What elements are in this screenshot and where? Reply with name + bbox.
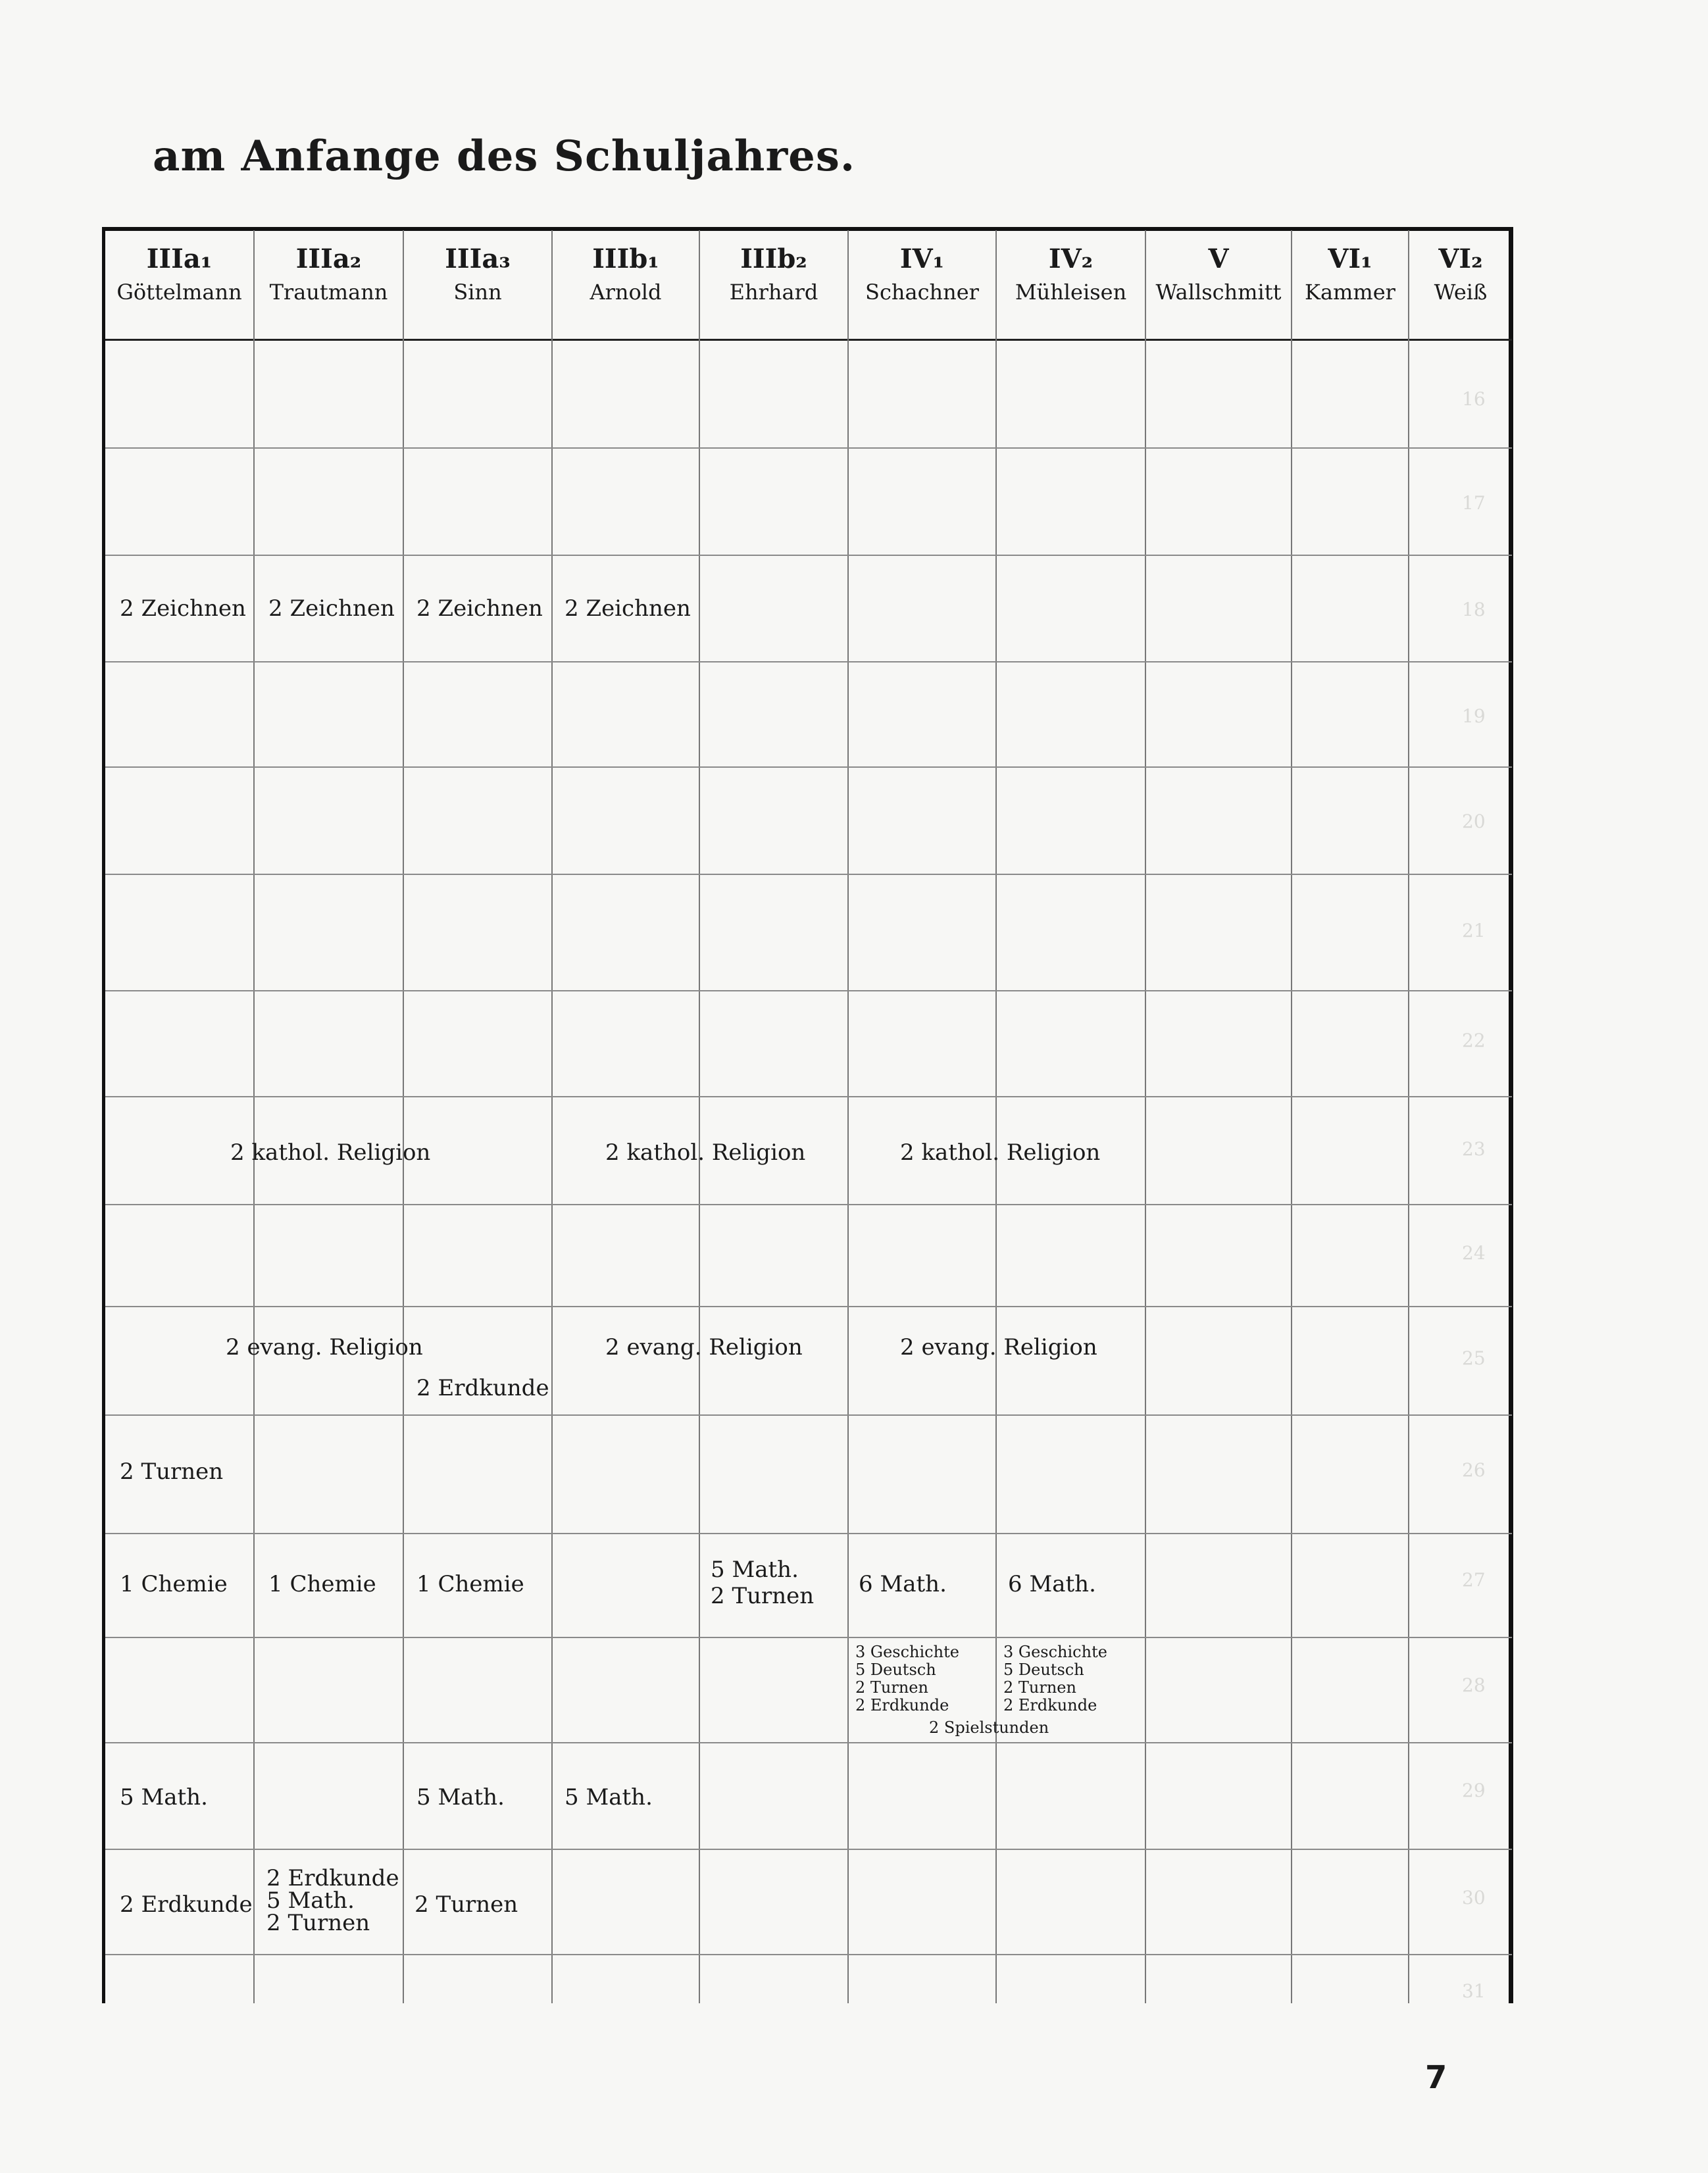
row-number: 18 (1462, 599, 1486, 620)
column-header-IIIa2 (255, 242, 403, 308)
class-name: IV₂ (1048, 243, 1093, 274)
teacher-name: Mühleisen (1015, 280, 1127, 305)
column-header-IIIb2 (700, 242, 847, 308)
table-cell: 2 Zeichnen (416, 595, 543, 622)
column-divider (1291, 230, 1292, 2003)
column-header-IV2 (997, 242, 1145, 308)
table-cell: 2 evang. Religion (226, 1334, 423, 1361)
table-cell: 2 Turnen (120, 1459, 224, 1485)
column-header-VI2 (1409, 242, 1512, 308)
row-number: 29 (1462, 1780, 1486, 1801)
table-cell: 6 Math. (859, 1571, 947, 1597)
row-divider (105, 1742, 1512, 1743)
row-number: 19 (1462, 705, 1486, 727)
class-name: IIIa₃ (445, 243, 511, 274)
table-cell: 2 Erdkunde (416, 1375, 549, 1401)
class-name: IIIb₁ (592, 243, 659, 274)
class-name: IV₁ (899, 243, 945, 274)
column-divider (699, 230, 700, 2003)
table-cell: 2 Erdkunde (120, 1891, 253, 1918)
table-cell: 6 Math. (1008, 1571, 1096, 1597)
table-cell: 2 kathol. Religion (230, 1139, 431, 1166)
row-divider (105, 1637, 1512, 1638)
header-rule (105, 339, 1512, 341)
teacher-name: Göttelmann (116, 280, 242, 305)
class-name: VI₁ (1328, 243, 1372, 274)
table-cell: 2 Zeichnen (268, 595, 395, 622)
table-cell: 2 Erdkunde 5 Math. 2 Turnen (266, 1865, 399, 1936)
class-name: IIIb₂ (740, 243, 807, 274)
column-header-V (1146, 242, 1291, 308)
table-cell: 5 Math. (416, 1784, 505, 1811)
page-title: am Anfange des Schuljahres. (153, 132, 856, 181)
row-divider (105, 1849, 1512, 1850)
column-divider (1408, 230, 1409, 2003)
row-number: 28 (1462, 1674, 1486, 1696)
table-cell: 2 Zeichnen (565, 595, 691, 622)
column-divider (253, 230, 255, 2003)
row-divider (105, 661, 1512, 662)
column-header-VI1 (1292, 242, 1408, 308)
teacher-name: Weiß (1434, 280, 1488, 305)
column-divider (1145, 230, 1146, 2003)
table-cell: 2 kathol. Religion (900, 1139, 1101, 1166)
row-divider (105, 1414, 1512, 1416)
table-cell: 2 evang. Religion (900, 1334, 1097, 1361)
column-header-IIIa1 (105, 242, 253, 308)
row-divider (105, 447, 1512, 449)
teacher-name: Sinn (453, 280, 502, 305)
row-divider (105, 990, 1512, 991)
column-header-IIIa3 (404, 242, 551, 308)
table-cell: 3 Geschichte 5 Deutsch 2 Turnen 2 Erdkunde (1003, 1643, 1107, 1714)
row-number: 27 (1462, 1569, 1486, 1591)
table-cell: 2 evang. Religion (605, 1334, 803, 1361)
row-divider (105, 1306, 1512, 1307)
teacher-name: Trautmann (269, 280, 388, 305)
row-number: 17 (1462, 492, 1486, 514)
table-cell: 2 kathol. Religion (605, 1139, 806, 1166)
row-divider (105, 766, 1512, 768)
row-divider (105, 874, 1512, 875)
column-divider (403, 230, 404, 2003)
table-cell: 5 Math. (120, 1784, 208, 1811)
table-cell: 2 Zeichnen (120, 595, 246, 622)
table-cell: 2 Turnen (414, 1891, 518, 1918)
table-cell: 5 Math. (565, 1784, 653, 1811)
row-number: 30 (1462, 1887, 1486, 1909)
row-number: 25 (1462, 1347, 1486, 1369)
class-name: V (1208, 243, 1229, 274)
row-number: 24 (1462, 1242, 1486, 1264)
schedule-table (102, 227, 1513, 2003)
row-number: 22 (1462, 1030, 1486, 1051)
class-name: VI₂ (1438, 243, 1483, 274)
column-header-IIIb1 (553, 242, 699, 308)
table-cell: 1 Chemie (268, 1571, 376, 1597)
row-number: 26 (1462, 1459, 1486, 1481)
table-cell: 1 Chemie (120, 1571, 228, 1597)
row-divider (105, 555, 1512, 556)
row-divider (105, 1533, 1512, 1534)
column-divider (847, 230, 849, 2003)
column-header-IV1 (849, 242, 995, 308)
column-divider (995, 230, 997, 2003)
row-divider (105, 1954, 1512, 1955)
teacher-name: Schachner (865, 280, 979, 305)
teacher-name: Wallschmitt (1155, 280, 1282, 305)
page-number: 7 (1425, 2059, 1447, 2096)
class-name: IIIa₁ (146, 243, 213, 274)
row-number: 20 (1462, 811, 1486, 832)
table-cell: 1 Chemie (416, 1571, 524, 1597)
teacher-name: Arnold (590, 280, 662, 305)
table-cell: 5 Math. 2 Turnen (711, 1557, 815, 1609)
row-divider (105, 1096, 1512, 1097)
row-number: 31 (1462, 1980, 1486, 2002)
row-divider (105, 1204, 1512, 1205)
table-cell: 2 Spielstunden (929, 1718, 1049, 1737)
teacher-name: Kammer (1305, 280, 1395, 305)
row-number: 23 (1462, 1138, 1486, 1160)
table-cell: 3 Geschichte 5 Deutsch 2 Turnen 2 Erdkunde (855, 1643, 959, 1714)
column-divider (551, 230, 553, 2003)
row-number: 21 (1462, 920, 1486, 941)
row-number: 16 (1462, 388, 1486, 410)
teacher-name: Ehrhard (729, 280, 818, 305)
class-name: IIIa₂ (295, 243, 362, 274)
